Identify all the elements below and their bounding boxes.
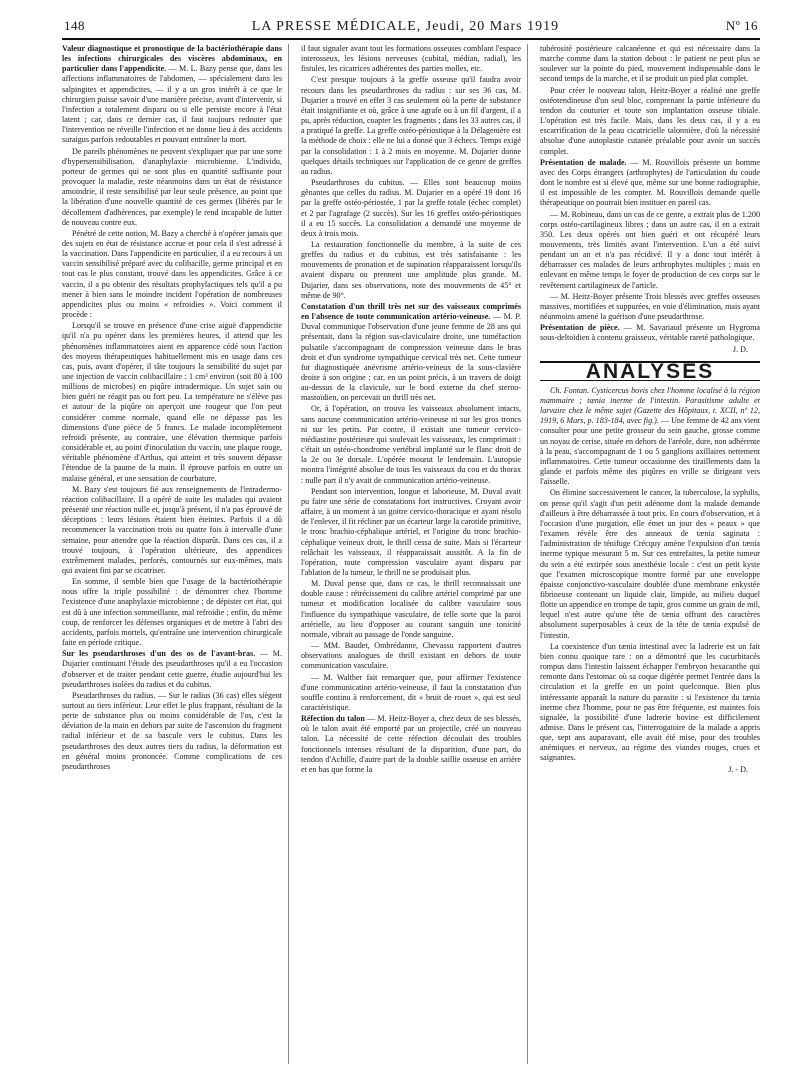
paragraph: — M. Robineau, dans un cas de ce genre, a extrait plus de 1.200 corps ostéo-cartilagineux libres ; dans un autre cas, il en a extrait 350. Les deux opérés ont bien guéri et ont récupéré leurs mouvements, très limités avant l'intervention. L'un a été suivi pendant un an et n'a pas récidivé. Il y a donc tout intérêt à débarrasser ces malades de leurs arthrophytes multiples ; mais en enlevant en même temps le foyer de production de ces corps sur le revêtement cartilagineux de l'article. (540, 209, 760, 290)
header-rule (62, 38, 760, 40)
paragraph: La restauration fonctionnelle du membre, à la suite de ces greffes du radius et du cubitus, est très satisfaisante : les mouvements de pronation et de supination réapparaissent lorsqu'ils avaient disparu ou prennent une amplitude plus grande. M. Dujarier, dans ses observations, note des mouvements de 45° et même de 90°. (301, 239, 521, 300)
columns (62, 44, 760, 1064)
paragraph: il faut signaler avant tout les formations osseuses comblant l'espace interosseux, les lésions nerveuses (cubital, médian, radial), les fistules, les cicatrices adhérentes des parties molles, etc. (301, 44, 521, 74)
analyses-heading: ANALYSES (540, 361, 760, 381)
author-signature: J. D. (732, 344, 748, 354)
paragraph: Pendant son intervention, longue et laborieuse, M. Duval avait pu faire une série de constatations fort instructives. Croyant avoir affaire, à un moment à un goitre cervico-thoracique et ayant résolu de l'enlever, il fit récliner par un écarteur large la carotide primitive, le tronc brachio-céphalique artériel, et l'origine du tronc brachio-céphalique veineux droit, le thrill cessa de suite. Mais si l'écarteur relâchait les vaisseaux, il réapparaissait aussitôt. A la fin de l'opération, toute compression vasculaire ayant disparu par l'ablation de la tumeur, le thrill ne se produisait plus. (301, 486, 521, 577)
column-1 (62, 44, 289, 1064)
paragraph: tubérosité postérieure calcanéenne et qui est nécessaire dans la marche comme dans la station debout : le patient ne peut plus se soulever sur la pointe du pied, mouvement indispensable dans le second temps de la marche, et il se produit un pied plat complet. (540, 44, 760, 84)
analysis-signature: J. - D. (728, 764, 748, 774)
paragraph: Pseudarthroses du cubitus. — Elles sont beaucoup moins gênantes que celles du radius. M. Dujarier en a opéré 19 dont 16 par la greffe ostéo-périostée, 1 par la greffe totale (échec complet) et 2 par l'agrafage (2 succès). Sur les 16 greffes ostéo-périostiques il a eu 15 succès. La consolidation a demandé une moyenne de deux à trois mois. (301, 178, 521, 238)
article-presentation-piece (540, 323, 760, 343)
paragraph: C'est presque toujours à la greffe osseuse qu'il faudra avoir recours dans les pseudarthroses du radius : sur ses 36 cas, M. Dujarier a trouvé en effet 3 cas seulement où la perte de substance était insignifiante et où, grâce à une agrafe ou à un fil d'argent, il a pu, après réduction, coapter les fragments ; dans les 33 autres cas, il a pratiqué la greffe. La greffe ostéo-périostique à la Délagenière est la méthode de choix : elle ne lui a donné que 3 échecs. Temps exigé par la consolidation : 1 à 2 mois en moyenne. M. Dujarier donne quelques détails techniques sur l'application de ce genre de greffes au radius. (301, 75, 521, 176)
page-number: 148 (64, 18, 85, 33)
journal-title: LA PRESSE MÉDICALE, Jeudi, 20 Mars 1919 (251, 19, 560, 34)
article-text: — M. Dujarier continuant l'étude des pseudarthroses qu'il a eu l'occasion d'observer et de traiter pendant cette guerre, étudie aujourd'hui les pseudarthroses isolées du radius et du cubitus. (62, 649, 283, 689)
article-title: Présentation de malade. (540, 157, 627, 167)
article-text: — M. Heitz-Boyer a, chez deux de ses blessés, où le talon avait été emporté par un projectile, créé un nouveau talon. La nécessité de cette réfection découlait des troubles fonctionnels intenses résultant de la disparition, d'une part, du tendon d'Achille, d'autre part de la double saillie osseuse en arrière et en bas que forme la (301, 714, 521, 774)
paragraph: Lorsqu'il se trouve en présence d'une crise aiguë d'appendicite qu'il n'a pu opérer dans les premières heures, il attend que les phénomènes inflammatoires aient en apparence cédé sous l'action des moyens thérapeutiques habituellement mis en usage dans ces cas, puis, avant d'opérer, il tâte toujours la sensibilité du sujet par une injection de vaccin colibacillaire : 1 cm³ environ (soit 80 à 100 millions de microbes) en piqûre intradermique. Un sujet sain ou bien guéri ne réagit pas ou fort peu. La température ne s'élève pas et autour de la piqûre on aperçoit une rougeur que l'on peut considérer comme normale, quand elle ne dépasse pas les dimensions d'une pièce de 5 francs. Le malade incomplètement refroidi présente, au contraire, une élévation thermique parfois considérable et, au point d'inoculation du vaccin, une plaque rouge, véritable phénomène d'Arthus, qui atteint et très souvent dépasse l'étendue de la paume de la main. Il éprouve parfois en outre un malaise général, et une sensation de courbature. (62, 321, 282, 483)
analysis-text: — Une femme de 42 ans vient consulter pour une petite grosseur du sein gauche, grosse comme un noyau de cerise, située en dehors de l'aréole, dure, non adhérente à la peau, s'accompagnant de 1 ou 5 ganglions axillaires nettement inflammatoires. Cette tumeur occasionne des tiraillements dans la glande et parfois même des piqûres en vrille se dirigeant vers l'aisselle. (540, 416, 760, 487)
paragraph: — M. Heitz-Boyer présente Trois blessés avec greffes osseuses massives, mortifiées et suppurées, en voie d'élimination, mais ayant néanmoins amené la guérison d'une pseudarthrose. (540, 291, 760, 322)
article-title: Sur les pseudarthroses d'un des os de l'avant-bras. (62, 649, 256, 659)
paragraph: M. Bazy s'est toujours fié aux renseignements de l'intradermo-réaction colibacillaire. Il a opéré de suite les malades qui avaient présenté une réaction nulle et, jusqu'à présent, il n'a pas éprouvé de déceptions : leurs lésions étaient bien éteintes. Parfois il a dû recommencer la vaccination trois ou quatre fois à intervalle d'une semaine, pour attendre que la réaction disparût. Dans ces cas, il a trouvé toujours, à l'opération ultérieure, des appendices extrêmement malades, perforés, contournés sur eux-mêmes, mais qui avaient fini par se cicatriser. (62, 484, 282, 575)
paragraph: M. Duval pense que, dans ce cas, le thrill reconnaissait une double cause : rétrécissement du calibre artériel comprimé par une tumeur et modification localisée du calibre vasculaire sous l'influence du sympathique vasculaire, de telle sorte que la paroi artérielle, au lieu d'opposer au courant sanguin une tonicité normale, vibrait au passage de l'onde sanguine. (301, 579, 521, 639)
article-text: — M. L. Bazy pense que, dans les affections inflammatoires de l'abdomen, — spécialement dans les salpingites et appendicites, — il y a un gros intérêt à ce que le chirurgien puisse savoir d'une manière précise, avant d'intervenir, si l'infection a totalement disparu ou si elle persiste encore à l'état latent ; car, dans ce dernier cas, il faut toujours redouter que l'intervention ne réveille l'infection et ne donne lieu à des accidents suraigus parfois redoutables et pouvant entraîner la mort. (62, 64, 282, 145)
paragraph: Pseudarthroses du radius. — Sur le radius (36 cas) elles siègent surtout au tiers inférieur. Leur effet le plus frappant, résultant de la perte de substance plus ou moins considérable de l'os, c'est la déviation de la main en dehors par suite de l'ascension du fragment radial inférieur et de sa bascule vers le cubitus. Dans les pseudarthroses des deux autres tiers du radius, la déformation est en général moins prononcée. Comme complications de ces pseudarthroses (62, 690, 282, 771)
article-text: — M. P. Duval communique l'observation d'une jeune femme de 28 ans qui présentait, dans la région sus-claviculaire droite, une tuméfaction pulsatile s'accompagnant de compression veineuse dans le bras droit et d'un syndrome sympathique cervical très net. Cette tumeur fut diagnostiquée anévrisme artério-veineux de la sous-clavière droite à son origine ; car, en un point précis, à un travers de doigt au-dessus de la clavicule, sur le bord externe du chef sterno-mastoïdien, on percevait un thrill très net. (301, 312, 521, 403)
column-3 (540, 44, 760, 1064)
article-thrill-intro (301, 302, 521, 404)
paragraph: On élimine successivement le cancer, la tuberculose, la syphilis, on pense qu'il s'agit d'un petit adénome dont la malade demande d'ailleurs à être débarrassée à tout prix. En cours d'observation, et à l'occasion d'une purgation, elle émet un jour des « peaux » que l'examen révèle être des anneaux de tænia saginata : l'administration de ténifuge Crécquy amène l'expulsion d'un tænia inerme typique mesurant 5 m. Sur ces entrefaites, la petite tumeur du sein a été extirpée sous anesthésie locale : c'est un petit kyste que l'examen microscopique montre formé par une enveloppe épaisse conjonctivo-vasculaire doublée d'une membrane enkystée fibrineuse contenant un liquide clair, limpide, au milieu duquel flotte un appendice en trompe de tapir, gros comme un grain de mil, lequel n'est autre qu'une tête de tænia offrant des caractères absolument superposables à ceux de la tête de tænia expulsé de l'intestin. (540, 488, 760, 640)
article-bacteriotherapie-intro (62, 44, 282, 146)
article-title: Réfection du talon (301, 714, 365, 724)
article-text: — M. Rouvillois présente un homme avec des Corps étrangers (arthrophytes) de l'articulation du coude dont le nombre est si élevé que, même sur une bonne radiographie, il est impossible de les compter. M. Rouvillois demande quelle thérapeutique on pourrait bien instituer en pareil cas. (540, 157, 760, 208)
issue-number: Nº 16 (725, 18, 758, 33)
paragraph: — MM. Baudet, Ombrédanne, Chevassu rapportent d'autres observations analogues de thrill existant en dehors de toute communication vasculaire. (301, 641, 521, 671)
analysis-reference (540, 386, 760, 488)
paragraph: — M. Walther fait remarquer que, pour affirmer l'existence d'une communication artério-veineuse, il faut la constatation d'un souffle continu à renforcement, dit « bruit de rouet », qui est seul caractéristique. (301, 672, 521, 712)
article-presentation-malade (540, 158, 760, 209)
paragraph: De pareils phénomènes ne peuvent s'expliquer que par une sorte d'hypersensibilisation, d'anaphylaxie microbienne. L'individu, porteur de germes qui ne sont plus en quantité suffisante pour provoquer la maladie, reste néanmoins dans un état de résistance amoindrie, il reste sensibilisé par leur seule présence, au point que la libération d'une nouvelle quantité de ces germes (libérés par le décollement d'adhérences, par exemple) le rend incapable de lutter de nouveau contre eux. (62, 146, 282, 227)
paragraph: En somme, il semble bien que l'usage de la bactériothérapie nous offre la triple possibilité : de démontrer chez l'homme l'existence d'une anaphylaxie microbienne ; de dépister cet état, qui est dû à une infection sommeillante, mal refroidie ; enfin, du même coup, de renforcer les défenses organiques et de mettre à l'abri des accidents, parfois mortels, qu'entraîne une intervention chirurgicale faite en période critique. (62, 577, 282, 648)
paragraph: La coexistence d'un tænia intestinal avec la ladrerie est un fait bien connu quoique rare : on a démontré que les cucurbitacés rompus dans l'intestin laissent échapper l'embryon hexacanthe qui remonte dans l'estomac où sa coque digérée permet l'entrée dans la circulation et la greffe en un point quelconque. Bien plus intéressante apparaît la nature du parasite : si l'existence du tænia inerme chez l'homme, pour ne pas être fréquente, est maintes fois signalée, la possibilité d'une ladrerie bovine est difficilement admise. Dans le présent cas, l'interrogatoire de la malade a appris que, sept ans auparavant, elle avait été mise, pour des troubles anémiques et nerveux, au régime des viandes rouges, crues et saignantes. (540, 641, 760, 763)
column-2 (301, 44, 528, 1064)
article-pseudarthroses-intro (62, 649, 282, 690)
paragraph: Pénétré de cette notion, M. Bazy a cherché à n'opérer jamais que des sujets en état de résistance accrue et pour cela il s'est adressé à la vaccination. Dans l'appendicite en particulier, il a eu recours à un vaccin sensibilisé préparé avec du colibacille, germe principal et en tout cas le plus constant, trouvé dans les appendicites. Grâce à ce vaccin, il a pu obtenir des résultats prophylactiques tels qu'il a pu mener à bien sans le moindre incident l'opération de nombreuses appendicites plus ou moins « refroidies ». Voici comment il procède : (62, 228, 282, 320)
article-text: — M. Savariaud présente un Hygroma sous-deltoïdien à contenu graisseux, véritable rareté pathologique. (540, 323, 760, 343)
article-talon-intro (301, 714, 521, 775)
paragraph: Or, à l'opération, on trouva les vaisseaux absolument intacts, sans aucune communication artério-veineuse ni sur les gros troncs ni sur les petits. Par contre, il existait une tumeur cervico-médiastine postérieure qui soulevait les vaisseaux, les comprimait : c'était un ostéo-chondrome vertébral implanté sur le flanc droit de la 2e ou 3e dorsale. L'opérée mourut le lendemain. L'autopsie montra l'intégrité absolue de tous les vaisseaux du cou et du thorax : nulle part il n'y avait de communication artério-veineuse. (301, 404, 521, 485)
article-title: Présentation de pièce. (540, 323, 620, 333)
article-title: Constatation d'un thrill très net sur des vaisseaux comprimés en l'absence de toute communication artério-veineuse. (301, 301, 521, 322)
article-title: Valeur diagnostique et pronostique de la bactériothérapie dans les infections chirurgicales des viscères abdominaux, en particulier dans l'appendicite. (62, 44, 282, 74)
analysis-citation: Ch. Fontan. Cysticercus bovis chez l'homme localisé à la région mammaire ; tænia inerme de l'intestin. Parasitisme adulte et larvaire chez le même sujet (Gazette des Hôpitaux, t. XCII, nº 12, 1919, 6 Mars, p. 183-184, avec fig.). (540, 385, 760, 426)
paragraph: Pour créer le nouveau talon, Heitz-Boyer a réalisé une greffe ostéotendineuse d'un seul bloc, comprenant la partie inférieure du tendon du couturier et toute son implantation osseuse tibiale. L'opération est très facile. Mais, dans les deux cas, il y a eu escarrification de la peau cicatricielle talonnière, d'où la nécessité absolue d'une autoplastie cutanée préalable pour avoir un succès complet. (540, 85, 760, 156)
page-header (62, 18, 760, 38)
